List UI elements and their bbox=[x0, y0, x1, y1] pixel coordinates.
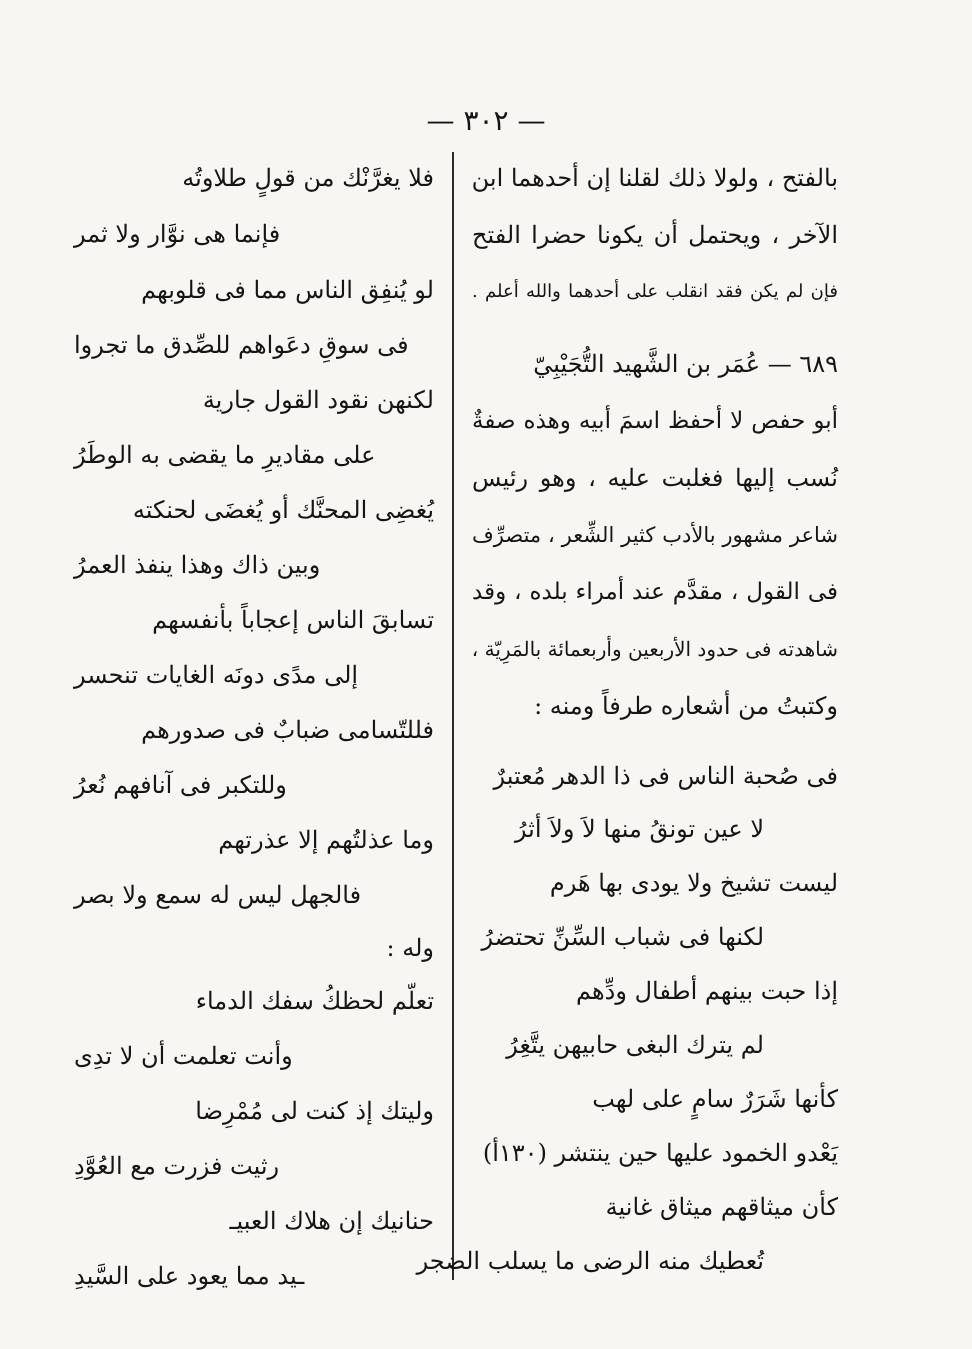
verse-line: إلى مدًى دونَه الغايات تنحسر bbox=[74, 661, 359, 689]
prose-line: فى القول ، مقدَّم عند أمراء بلده ، وقد bbox=[472, 579, 838, 605]
verse-line: إذا حبت بينهم أطفال ودِّهم bbox=[576, 977, 838, 1005]
verse-line: يَعْدو الخمود عليها حين ينتشر (١٣٠أ) bbox=[482, 1139, 838, 1167]
verse-line: رثيت فزرت مع العُوَّدِ bbox=[74, 1152, 280, 1180]
prose-line: فإن لم يكن فقد انقلب على أحدهما والله أعلم . bbox=[472, 281, 838, 302]
entry-heading: ٦٨٩ — عُمَر بن الشَّهيد التُّجَيْبِيّ bbox=[533, 350, 838, 378]
verse-line: وبين ذاك وهذا ينفذ العمرُ bbox=[74, 551, 321, 579]
verse-line: فالجهل ليس له سمع ولا بصر bbox=[74, 881, 362, 909]
verse-line: لكنهن نقود القول جارية bbox=[202, 386, 434, 414]
prose-line: شاهدته فى حدود الأربعين وأربعمائة بالمَرِيّة ، bbox=[471, 637, 838, 661]
verse-line: يُغضِى المحنَّك أو يُغضَى لحنكته bbox=[132, 496, 434, 524]
verse-line: ـيد مما يعود على السَّيدِ bbox=[74, 1262, 305, 1290]
verse-line: تسابقَ الناس إعجاباً بأنفسهم bbox=[152, 606, 434, 634]
verse-line: حنانيك إن هلاك العبيـ bbox=[229, 1207, 434, 1235]
verse-line: وللتكبر فى آنافهم نُعرُ bbox=[74, 771, 287, 799]
verse-line: تعلّم لحظكُ سفك الدماء bbox=[195, 987, 434, 1015]
verse-line: وليتك إذ كنت لى مُمْرِضا bbox=[195, 1097, 434, 1125]
page-number: — ٣٠٢ — bbox=[426, 104, 546, 137]
column-divider bbox=[452, 152, 454, 1280]
verse-line: فللتّسامى ضبابٌ فى صدورهم bbox=[141, 716, 434, 744]
prose-line: أبو حفص لا أحفظ اسمَ أبيه وهذه صفةٌ bbox=[472, 408, 838, 434]
prose-line: وكتبتُ من أشعاره طرفاً ومنه : bbox=[534, 692, 838, 720]
verse-line: كأن ميثاقهم ميثاق غانية bbox=[605, 1193, 838, 1221]
verse-line: تُعطيك منه الرضى ما يسلب الضجر bbox=[416, 1247, 764, 1275]
verse-line: وما عذلتُهم إلا عذرتهم bbox=[218, 826, 434, 854]
verse-line: فإنما هى نوَّار ولا ثمر bbox=[74, 220, 281, 248]
prose-line: شاعر مشهور بالأدب كثير الشِّعر ، متصرِّف bbox=[472, 523, 838, 547]
prose-line: الآخر ، ويحتمل أن يكونا حضرا الفتح bbox=[472, 221, 838, 249]
poem-intro: وله : bbox=[386, 934, 434, 962]
verse-line: لكنها فى شباب السِّنِّ تحتضرُ bbox=[481, 923, 764, 951]
verse-line: كأنها شَرَرٌ سامٍ على لهب bbox=[592, 1085, 838, 1113]
verse-line: وأنت تعلمت أن لا تدِى bbox=[74, 1042, 293, 1070]
verse-line: فى صُحبة الناس فى ذا الدهر مُعتبرٌ bbox=[493, 762, 838, 790]
verse-line: على مقاديرِ ما يقضى به الوطَرُ bbox=[74, 441, 376, 469]
verse-line: لا عين تونقُ منها لاَ ولاَ أثرُ bbox=[514, 815, 764, 843]
prose-line: بالفتح ، ولولا ذلك لقلنا إن أحدهما ابن bbox=[471, 164, 838, 192]
verse-line: فى سوقِ دعَواهم للصِّدق ما تجروا bbox=[74, 331, 409, 359]
verse-line: لو يُنفِق الناس مما فى قلوبهم bbox=[141, 276, 434, 304]
verse-line: ليست تشيخ ولا يودى بها هَرم bbox=[549, 869, 838, 897]
prose-line: نُسب إليها فغلبت عليه ، وهو رئيس bbox=[472, 464, 838, 492]
verse-line: فلا يغرَّنْك من قولٍ طلاوتُه bbox=[182, 164, 434, 192]
verse-line: لم يترك البغى حابيهن يتَّغِرُ bbox=[506, 1031, 764, 1059]
